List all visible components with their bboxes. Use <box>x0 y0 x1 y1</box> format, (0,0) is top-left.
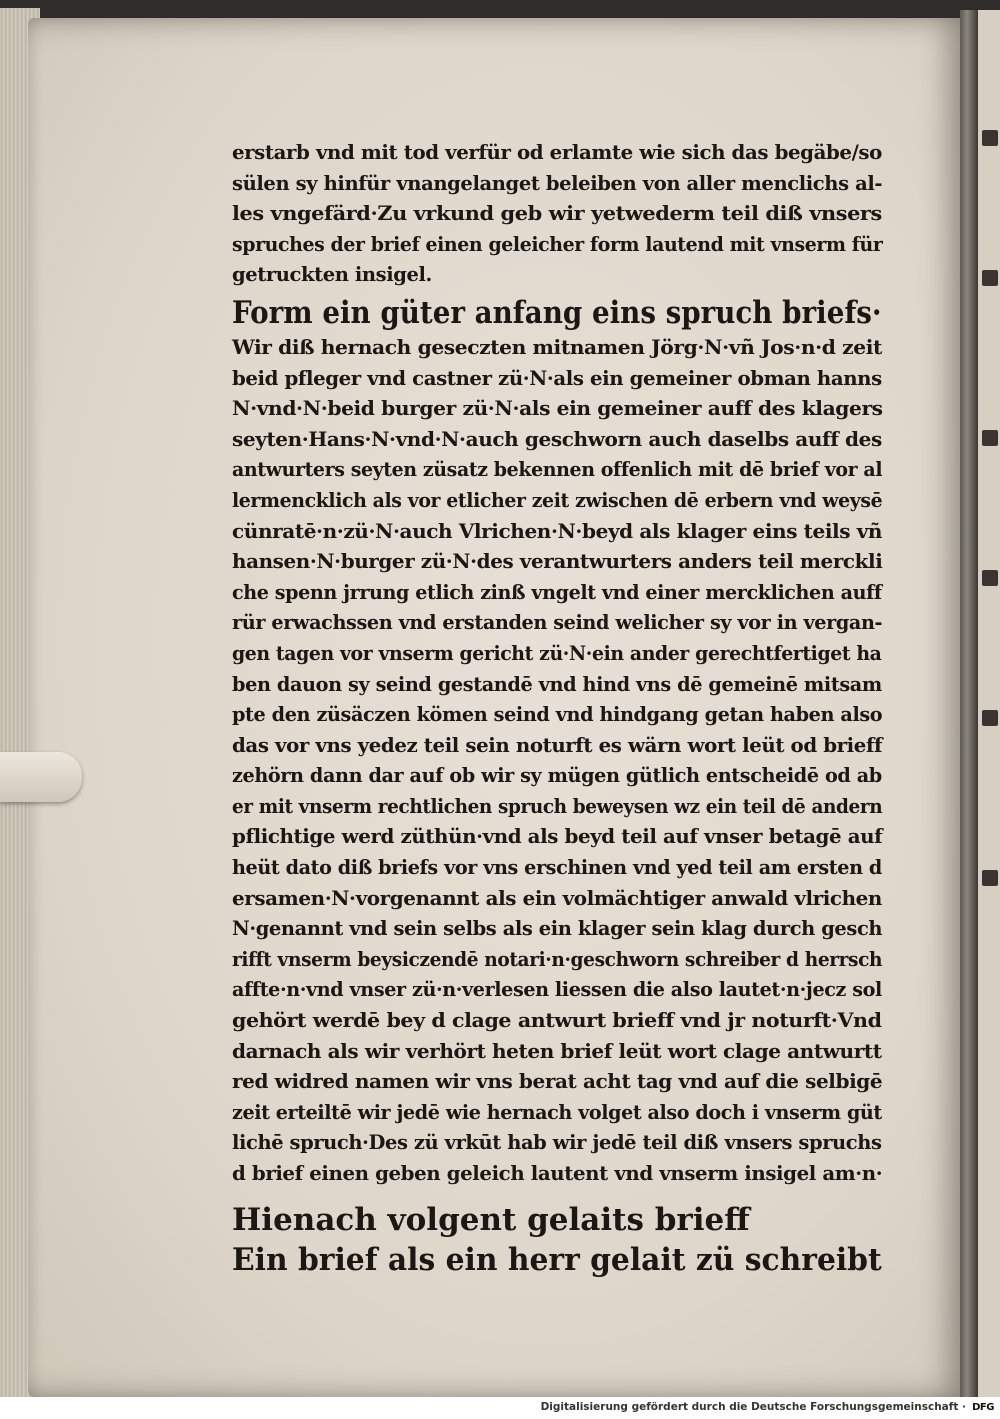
dfg-logo: DFG <box>970 1400 996 1415</box>
text-line: erstarb vnd mit tod verfür od erlamte wie sich das begäbe/so <box>232 141 882 164</box>
spacer <box>232 1190 892 1200</box>
text-line: das vor vns yedez teil sein noturft es wärn wort leüt od brieff <box>232 733 883 757</box>
page-edge-mark <box>982 270 998 286</box>
text-line: zehörn dann dar auf ob wir sy mügen gütlich entscheidē od ab <box>232 764 882 788</box>
text-line: sülen sy hinfür vnangelanget beleiben von aller menclichs al- <box>232 171 883 195</box>
text-line: getruckten insigel. <box>232 263 432 287</box>
text-line: les vngefärd·Zu vrkund geb wir yetwederm teil diß vnsers <box>232 202 882 226</box>
next-page-edge <box>978 10 1000 1405</box>
text-section-2 <box>232 333 892 1190</box>
page-edge-mark <box>982 130 998 146</box>
printed-text-block <box>232 138 892 1280</box>
footer-bar <box>0 1397 1000 1419</box>
text-line: er mit vnserm rechtlichen spruch beweysen wz ein teil dē andern <box>232 794 883 818</box>
text-line: beid pfleger vnd castner zü·N·als ein gemeiner obman hanns <box>232 366 882 390</box>
section-heading-1: Form ein güter anfang eins spruch briefs· <box>232 294 882 331</box>
section-heading-2: Hienach volgent gelaits brieff <box>232 1201 750 1238</box>
text-line: rifft vnserm beysiczendē notari·n·geschworn schreiber d herrsch <box>232 947 883 971</box>
text-line: N·genannt vnd sein selbs als ein klager sein klag durch gesch <box>232 917 883 941</box>
page-edge-mark <box>982 570 998 586</box>
text-line: spruches der brief einen geleicher form lautend mit vnserm für <box>232 232 883 256</box>
page-edge-mark <box>982 870 998 886</box>
text-line: rür erwachssen vnd erstanden seind welicher sy vor in vergan- <box>232 611 883 635</box>
text-line: pte den züsäczen kömen seind vnd hindgang getan haben also <box>232 703 883 727</box>
text-line: che spenn jrrung etlich zinß vngelt vnd einer mercklichen auff <box>232 580 882 604</box>
text-line: Wir diß hernach geseczten mitnamen Jörg·N·vñ Jos·n·d zeit <box>232 335 882 359</box>
text-line: antwurters seyten züsatz bekennen offenlich mit dē brief vor al <box>232 458 883 482</box>
text-line: zeit erteiltē wir jedē wie hernach volget also doch i vnserm güt <box>232 1100 882 1124</box>
text-line: pflichtige werd züthün·vnd als beyd teil auf vnser betagē auf <box>232 825 883 849</box>
text-line: seyten·Hans·N·vnd·N·auch geschworn auch daselbs auff des <box>232 427 882 451</box>
text-line: heüt dato diß briefs vor vns erschinen vnd yed teil am ersten d <box>232 856 882 880</box>
text-line: gehört werdē bey d clage antwurt brieff vnd jr noturft·Vnd <box>232 1009 882 1033</box>
text-line: lermencklich als vor etlicher zeit zwischen dē erbern vnd weysē <box>232 488 883 512</box>
book-gutter <box>960 10 978 1405</box>
funding-note: Digitalisierung gefördert durch die Deutsche Forschungsgemeinschaft · <box>540 1401 966 1413</box>
text-line: ersamen·N·vorgenannt als ein volmächtiger anwald vlrichen <box>232 886 883 910</box>
text-line: N·vnd·N·beid burger zü·N·als ein gemeiner auff des klagers <box>232 397 883 421</box>
text-line: d brief einen geben geleich lautent vnd vnserm insigel am·n· <box>232 1162 883 1185</box>
text-line: darnach als wir verhört heten brief leüt wort clage antwurtt <box>232 1039 882 1063</box>
text-line: affte·n·vnd vnser zü·n·verlesen liessen die also lautet·n·jecz sol <box>232 978 882 1002</box>
page-edge-mark <box>982 430 998 446</box>
text-section-1 <box>232 138 892 291</box>
page-edge-mark <box>982 710 998 726</box>
page-marker-tab <box>0 752 82 802</box>
text-line: red widred namen wir vns berat acht tag vnd auf die selbigē <box>232 1070 883 1094</box>
text-line: gen tagen vor vnserm gericht zü·N·ein ander gerechtfertiget ha <box>232 641 882 665</box>
section-heading-3: Ein brief als ein herr gelait zü schreibt <box>232 1241 882 1278</box>
text-line: lichē spruch·Des zü vrkūt hab wir jedē teil diß vnsers spruchs <box>232 1131 882 1155</box>
text-line: cünratē·n·zü·N·auch Vlrichen·N·beyd als klager eins teils vñ <box>232 519 883 543</box>
text-line: ben dauon sy seind gestandē vnd hind vns dē gemeinē mitsam <box>232 672 882 696</box>
text-line: hansen·N·burger zü·N·des verantwurters anders teil merckli <box>232 550 883 574</box>
